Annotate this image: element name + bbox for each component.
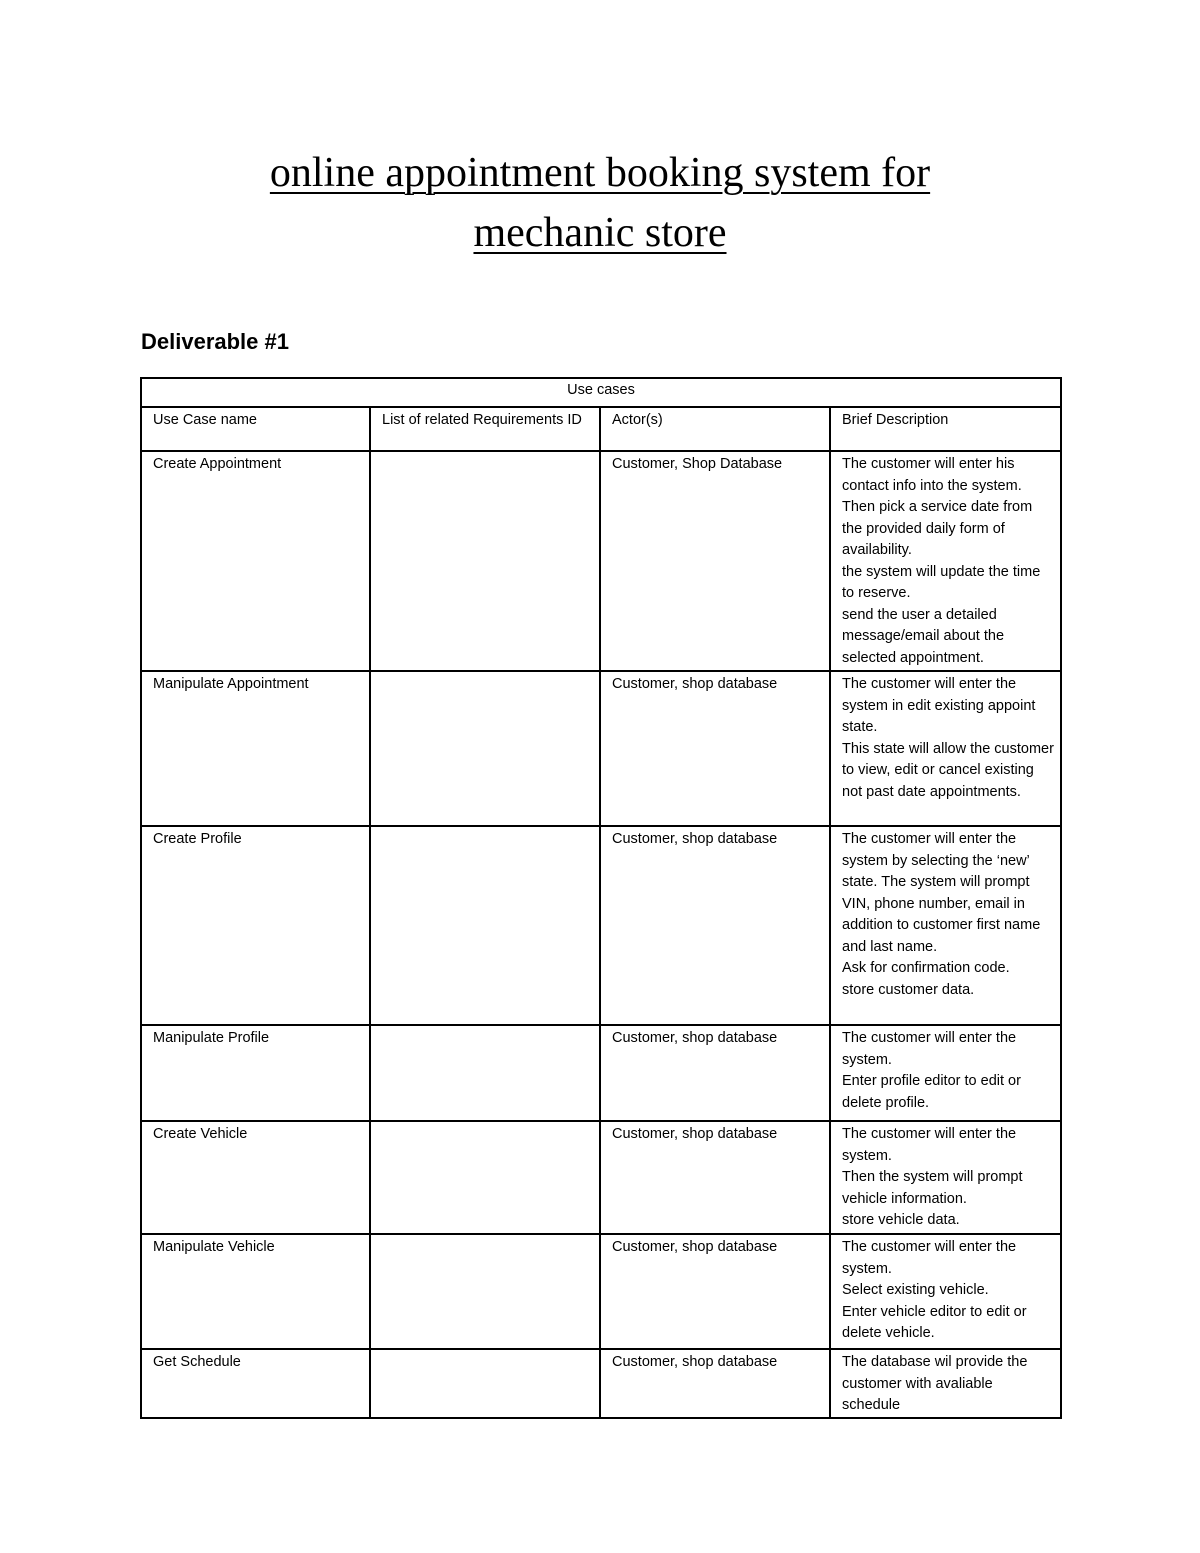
document-title xyxy=(0,143,1200,263)
use-case-name-cell: Create Appointment xyxy=(141,451,370,671)
description-line: The customer will enter the system. xyxy=(842,1030,1017,1068)
actors-cell: Customer, shop database xyxy=(600,1234,830,1349)
description-line: Ask for confirmation code. xyxy=(842,960,1010,976)
table-header-row xyxy=(141,407,1061,451)
requirements-id-cell xyxy=(370,671,600,826)
brief-description-cell xyxy=(830,451,1061,671)
use-cases-table xyxy=(140,377,1062,1419)
use-case-name-cell: Create Vehicle xyxy=(141,1121,370,1234)
actors-cell: Customer, shop database xyxy=(600,1349,830,1418)
brief-description-cell xyxy=(830,1025,1061,1121)
requirements-id-cell xyxy=(370,826,600,1025)
actors-cell: Customer, shop database xyxy=(600,826,830,1025)
brief-description-cell xyxy=(830,1234,1061,1349)
document-title-line-2: mechanic store xyxy=(473,210,727,256)
use-cases-body xyxy=(141,451,1061,1418)
document-title-line-1: online appointment booking system for xyxy=(269,150,931,196)
table-row xyxy=(141,451,1061,671)
table-row xyxy=(141,1025,1061,1121)
table-caption-row xyxy=(141,378,1061,407)
requirements-id-cell xyxy=(370,1349,600,1418)
header-requirements-id: List of related Requirements ID xyxy=(370,407,600,451)
use-case-name-cell: Manipulate Appointment xyxy=(141,671,370,826)
description-line: store customer data. xyxy=(842,981,975,998)
actors-cell: Customer, shop database xyxy=(600,671,830,826)
description-line: store vehicle data. xyxy=(842,1212,960,1228)
requirements-id-cell xyxy=(370,1025,600,1121)
table-row xyxy=(141,1349,1061,1418)
description-line: send the user a detailed message/email about the selected appointment. xyxy=(842,606,1005,666)
brief-description-cell xyxy=(830,1349,1061,1418)
actors-cell: Customer, shop database xyxy=(600,1025,830,1121)
description-line: The customer will enter the system in edit existing appoint state. xyxy=(842,676,1036,735)
use-case-name-cell: Get Schedule xyxy=(141,1349,370,1418)
header-actors: Actor(s) xyxy=(600,407,830,451)
description-line: The database wil provide the customer with avaliable schedule xyxy=(842,1354,1028,1413)
section-heading: Deliverable #1 xyxy=(141,329,289,354)
description-line: The customer will enter the system. xyxy=(842,1239,1017,1277)
actors-cell: Customer, shop database xyxy=(600,1121,830,1234)
brief-description-cell xyxy=(830,826,1061,1025)
table-caption: Use cases xyxy=(141,378,1061,407)
description-line: Then the system will prompt vehicle information. xyxy=(842,1169,1023,1207)
description-line: Enter profile editor to edit or delete profile. xyxy=(842,1073,1021,1111)
description-line: The customer will enter the system by selecting the ‘new’ state. The system will prompt VIN, phone number, email in addition to customer first name and last name. xyxy=(842,831,1041,955)
actors-cell: Customer, Shop Database xyxy=(600,451,830,671)
header-brief-description: Brief Description xyxy=(830,407,1061,451)
use-case-name-cell: Create Profile xyxy=(141,826,370,1025)
description-line: Enter vehicle editor to edit or delete vehicle. xyxy=(842,1303,1027,1341)
table-row xyxy=(141,1121,1061,1234)
requirements-id-cell xyxy=(370,451,600,671)
header-use-case-name: Use Case name xyxy=(141,407,370,451)
requirements-id-cell xyxy=(370,1121,600,1234)
table-row xyxy=(141,1234,1061,1349)
description-line: The customer will enter his contact info into the system. xyxy=(842,456,1022,494)
use-case-name-cell: Manipulate Profile xyxy=(141,1025,370,1121)
brief-description-cell xyxy=(830,1121,1061,1234)
brief-description-cell xyxy=(830,671,1061,826)
description-line: the system will update the time to reserve. xyxy=(842,563,1041,601)
description-line: Select existing vehicle. xyxy=(842,1282,989,1298)
use-case-name-cell: Manipulate Vehicle xyxy=(141,1234,370,1349)
description-line: The customer will enter the system. xyxy=(842,1126,1017,1164)
description-line: Then pick a service date from the provided daily form of availability. xyxy=(842,499,1033,558)
requirements-id-cell xyxy=(370,1234,600,1349)
table-row xyxy=(141,826,1061,1025)
description-line: This state will allow the customer to view, edit or cancel existing not past date appointments. xyxy=(842,740,1054,800)
table-row xyxy=(141,671,1061,826)
